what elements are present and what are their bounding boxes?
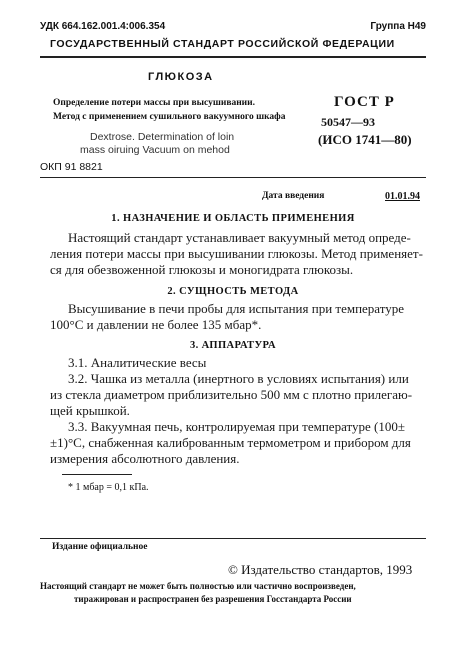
gost-label: ГОСТ Р bbox=[334, 94, 395, 110]
section-1-line-1: Настоящий стандарт устанавливает вакуумный метод опреде- bbox=[68, 230, 411, 245]
section-2-title: 2. СУЩНОСТЬ МЕТОДА bbox=[167, 286, 299, 297]
english-title-line-1: Dextrose. Determination of loin bbox=[90, 131, 235, 143]
item-3-3-line-1: 3.3. Вакуумная печь, контролируемая при температуре (100± bbox=[68, 419, 405, 434]
udk-code: УДК 664.162.001.4:006.354 bbox=[40, 21, 166, 32]
gost-number: 50547—93 bbox=[321, 115, 375, 129]
item-3-1-line-1: 3.1. Аналитические весы bbox=[68, 355, 207, 370]
item-3-2-line-1: 3.2. Чашка из металла (инертного в условиях испытания) или bbox=[68, 371, 409, 386]
intro-date-label: Дата введения bbox=[262, 191, 325, 201]
footnote-rule bbox=[62, 474, 132, 475]
intro-date-value: 01.01.94 bbox=[385, 191, 420, 202]
footer-rule bbox=[40, 538, 426, 539]
section-2-line-1: Высушивание в печи пробы для испытания при температуре bbox=[68, 301, 405, 316]
section-1-line-3: ся для обезвоженной глюкозы и моногидрата глюкозы. bbox=[50, 262, 354, 277]
header-rule bbox=[40, 56, 426, 58]
iso-reference: (ИСО 1741—80) bbox=[318, 132, 412, 147]
okp-code: ОКП 91 8821 bbox=[40, 161, 103, 173]
publisher: © Издательство стандартов, 1993 bbox=[228, 562, 413, 577]
agency-title: ГОСУДАРСТВЕННЫЙ СТАНДАРТ РОССИЙСКОЙ ФЕДЕРАЦИИ bbox=[50, 38, 395, 50]
item-3-3-line-3: измерения абсолютного давления. bbox=[50, 451, 240, 466]
english-title-line-2: mass oiruing Vacuum on mehod bbox=[80, 144, 230, 156]
group-code: Группа Н49 bbox=[370, 21, 426, 32]
section-3-body bbox=[50, 355, 432, 467]
section-1-body bbox=[50, 230, 430, 278]
item-3-3-line-2: ±1)°С, снабженная калиброванным термометром и прибором для bbox=[50, 435, 411, 450]
section-3-title: 3. АППАРАТУРА bbox=[189, 340, 277, 351]
edition-label: Издание официальное bbox=[52, 542, 148, 552]
section-1-line-2: ления потери массы при высушивании глюкозы. Метод применяет- bbox=[50, 246, 423, 261]
item-3-2-line-2: из стекла диаметром приблизительно 500 мм с плотно прилегаю- bbox=[50, 387, 413, 402]
title-block-rule bbox=[40, 177, 426, 178]
section-2-line-2: 100°С и давлении не более 135 мбар*. bbox=[50, 317, 262, 332]
footnote: * 1 мбар = 0,1 кПа. bbox=[68, 482, 149, 493]
subtitle-line-1: Определение потери массы при высушивании. bbox=[53, 98, 256, 108]
section-2-body bbox=[50, 301, 430, 333]
copyright-notice-line-2: тиражирован и распространен без разрешения Госстандарта России bbox=[74, 594, 352, 604]
product-title: ГЛЮКОЗА bbox=[148, 71, 214, 83]
section-1-title: 1. НАЗНАЧЕНИЕ И ОБЛАСТЬ ПРИМЕНЕНИЯ bbox=[111, 213, 355, 224]
copyright-notice-line-1: Настоящий стандарт не может быть полностью или частично воспроизведен, bbox=[40, 581, 356, 591]
subtitle-line-2: Метод с применением сушильного вакуумного шкафа bbox=[53, 112, 286, 122]
item-3-2-line-3: щей крышкой. bbox=[50, 403, 130, 418]
